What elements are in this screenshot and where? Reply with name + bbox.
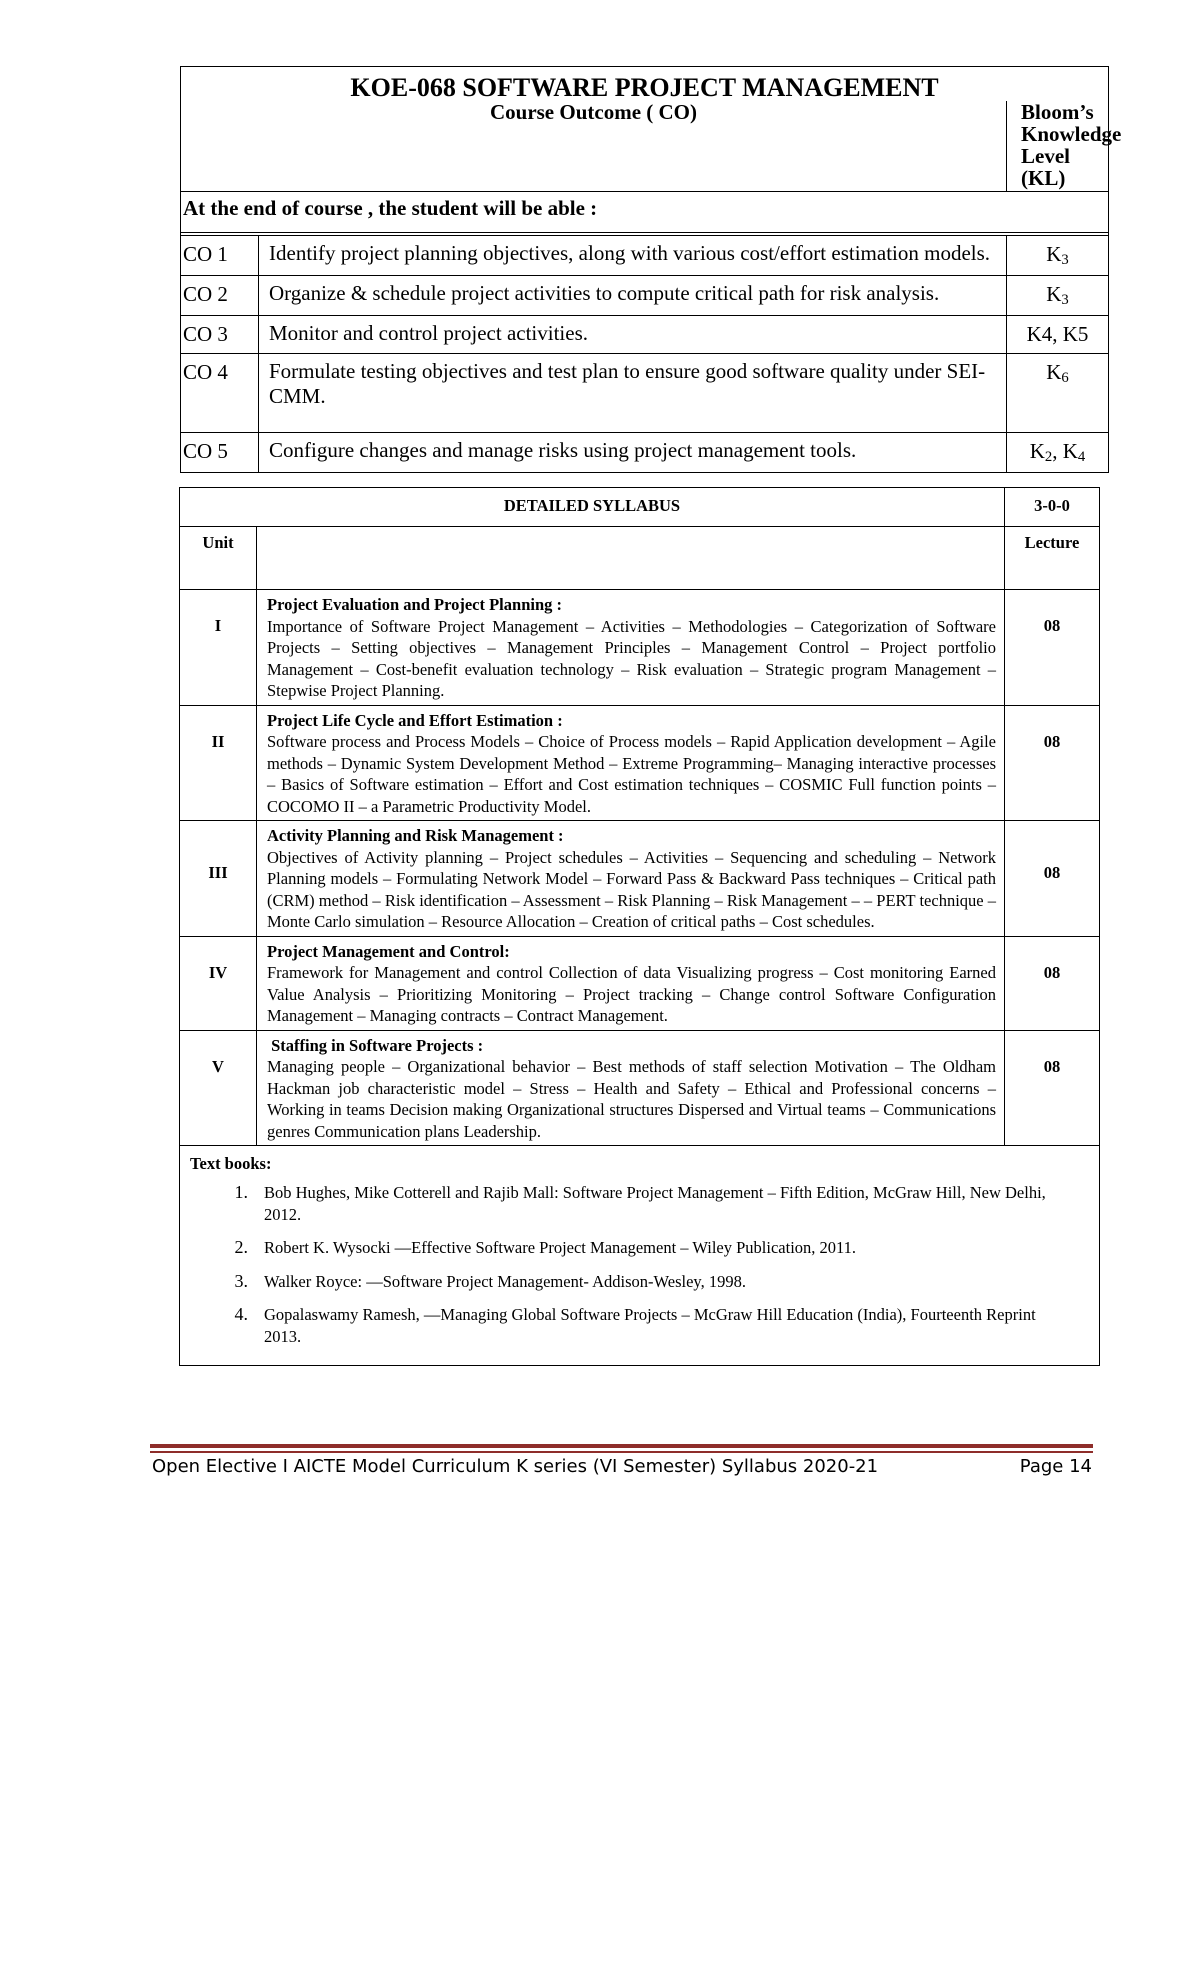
co-id: CO 2 — [181, 275, 259, 315]
unit-row — [180, 1030, 1100, 1146]
textbook-item — [190, 1271, 1089, 1293]
lecture-count: 08 — [1005, 705, 1100, 821]
co-description: Organize & schedule project activities to compute critical path for risk analysis. — [259, 275, 1007, 315]
unit-title: Activity Planning and Risk Management : — [267, 826, 564, 845]
textbook-number: 1. — [234, 1182, 248, 1202]
unit-row — [180, 936, 1100, 1030]
unit-topics: Managing people – Organizational behavior – Best methods of staff selection Motivation – The Oldham Hackman job characteristic model – Stress – Health and Safety – Ethical and Professional concerns – Working in teams Decision making Organizational structures Dispersed and Virtual teams – Communications genres Communication plans Leadership. — [267, 1057, 996, 1141]
textbook-number: 3. — [234, 1270, 248, 1291]
unit-number: III — [180, 821, 257, 937]
textbook-number: 4. — [234, 1304, 248, 1324]
co-header: Course Outcome ( CO) — [181, 101, 1007, 192]
empty-header-cell — [257, 527, 1005, 590]
textbook-number: 2. — [234, 1237, 248, 1257]
unit-number: IV — [180, 936, 257, 1030]
co-id: CO 1 — [181, 236, 259, 276]
unit-header: Unit — [180, 527, 257, 590]
co-row — [181, 353, 1109, 432]
co-knowledge-level: K2, K4 — [1007, 432, 1109, 472]
kl-header-line2: Level (KL) — [1021, 144, 1070, 190]
ltp-value: 3-0-0 — [1005, 488, 1100, 527]
textbook-text: Walker Royce: —Software Project Management- Addison-Wesley, 1998. — [264, 1271, 746, 1291]
unit-content — [257, 936, 1005, 1030]
unit-content — [257, 821, 1005, 937]
unit-topics: Importance of Software Project Management – Activities – Methodologies – Categorization of Software Projects – Setting objectives – Management Principles – Management Control – Project portfolio Management – Cost-benefit evaluation technology – Risk evaluation – Strategic program Management – Stepwise Project Planning. — [267, 616, 996, 700]
unit-row — [180, 821, 1100, 937]
co-description: Identify project planning objectives, along with various cost/effort estimation models. — [259, 236, 1007, 276]
co-row — [181, 236, 1109, 276]
unit-topics: Software process and Process Models – Choice of Process models – Rapid Application development – Agile methods – Dynamic System Development Method – Extreme Programming– Managing interactive processes – Basics of Software estimation – Effort and Cost estimation techniques – COSMIC Full function points – COCOMO II – a Parametric Productivity Model. — [267, 732, 996, 816]
co-knowledge-level: K4, K5 — [1007, 315, 1109, 353]
unit-title: Staffing in Software Projects : — [267, 1035, 484, 1055]
textbook-item — [190, 1304, 1089, 1347]
lecture-count: 08 — [1005, 936, 1100, 1030]
textbook-text: Bob Hughes, Mike Cotterell and Rajib Mall: Software Project Management – Fifth Edition, McGraw Hill, New Delhi, 2012. — [264, 1183, 1046, 1224]
unit-topics: Objectives of Activity planning – Project schedules – Activities – Sequencing and scheduling – Network Planning models – Formulating Network Model – Forward Pass & Backward Pass techniques – Critical path (CRM) method – Risk identification – Assessment – Risk Planning – Risk Management – – PERT technique – Monte Carlo simulation – Resource Allocation – Creation of critical paths – Cost schedules. — [267, 847, 996, 931]
unit-title: Project Management and Control: — [267, 941, 510, 961]
unit-row — [180, 705, 1100, 821]
unit-title: Project Life Cycle and Effort Estimation : — [267, 710, 563, 730]
textbooks-section — [180, 1146, 1100, 1366]
course-outcome-table — [180, 66, 1122, 473]
co-knowledge-level: K6 — [1007, 353, 1109, 432]
unit-title: Project Evaluation and Project Planning : — [267, 595, 563, 614]
textbook-item — [190, 1237, 1089, 1259]
unit-content — [257, 705, 1005, 821]
unit-row — [180, 590, 1100, 706]
co-intro: At the end of course , the student will be able : — [181, 192, 1109, 233]
lecture-count: 08 — [1005, 590, 1100, 706]
textbook-text: Robert K. Wysocki —Effective Software Project Management – Wiley Publication, 2011. — [264, 1238, 857, 1257]
co-description: Formulate testing objectives and test plan to ensure good software quality under SEI-CMM. — [259, 353, 1007, 432]
kl-header — [1007, 100, 1122, 192]
unit-content — [257, 590, 1005, 706]
syllabus-heading: DETAILED SYLLABUS — [180, 488, 1005, 527]
co-description: Configure changes and manage risks using project management tools. — [259, 432, 1007, 472]
page-number: Page 14 — [1019, 1456, 1092, 1477]
co-id: CO 3 — [181, 315, 259, 353]
detailed-syllabus-table — [179, 487, 1100, 1366]
unit-topics: Framework for Management and control Collection of data Visualizing progress – Cost monitoring Earned Value Analysis – Prioritizing Monitoring – Project tracking – Change control Software Configuration Management – Managing contracts – Contract Management. — [267, 963, 996, 1025]
textbook-text: Gopalaswamy Ramesh, —Managing Global Software Projects – McGraw Hill Education (India), Fourteenth Reprint 2013. — [264, 1305, 1036, 1346]
unit-content — [257, 1030, 1005, 1146]
lecture-header: Lecture — [1005, 527, 1100, 590]
footer-rule-thick — [150, 1444, 1093, 1448]
textbook-item — [190, 1182, 1089, 1225]
footer-text: Open Elective I AICTE Model Curriculum K series (VI Semester) Syllabus 2020-21 — [152, 1456, 879, 1477]
course-title: KOE-068 SOFTWARE PROJECT MANAGEMENT — [181, 67, 1109, 102]
co-id: CO 4 — [181, 353, 259, 432]
co-row — [181, 432, 1109, 472]
co-row — [181, 315, 1109, 353]
lecture-count: 08 — [1005, 1030, 1100, 1146]
lecture-count: 08 — [1005, 821, 1100, 937]
textbooks-title: Text books: — [190, 1154, 272, 1173]
co-knowledge-level: K3 — [1007, 236, 1109, 276]
co-description: Monitor and control project activities. — [259, 315, 1007, 353]
co-knowledge-level: K3 — [1007, 275, 1109, 315]
unit-number: V — [180, 1030, 257, 1146]
co-id: CO 5 — [181, 432, 259, 472]
kl-header-line1: Bloom’s Knowledge — [1021, 100, 1122, 146]
co-row — [181, 275, 1109, 315]
footer-rule-thin — [150, 1451, 1093, 1453]
unit-number: II — [180, 705, 257, 821]
textbook-list — [190, 1182, 1089, 1347]
unit-number: I — [180, 590, 257, 706]
